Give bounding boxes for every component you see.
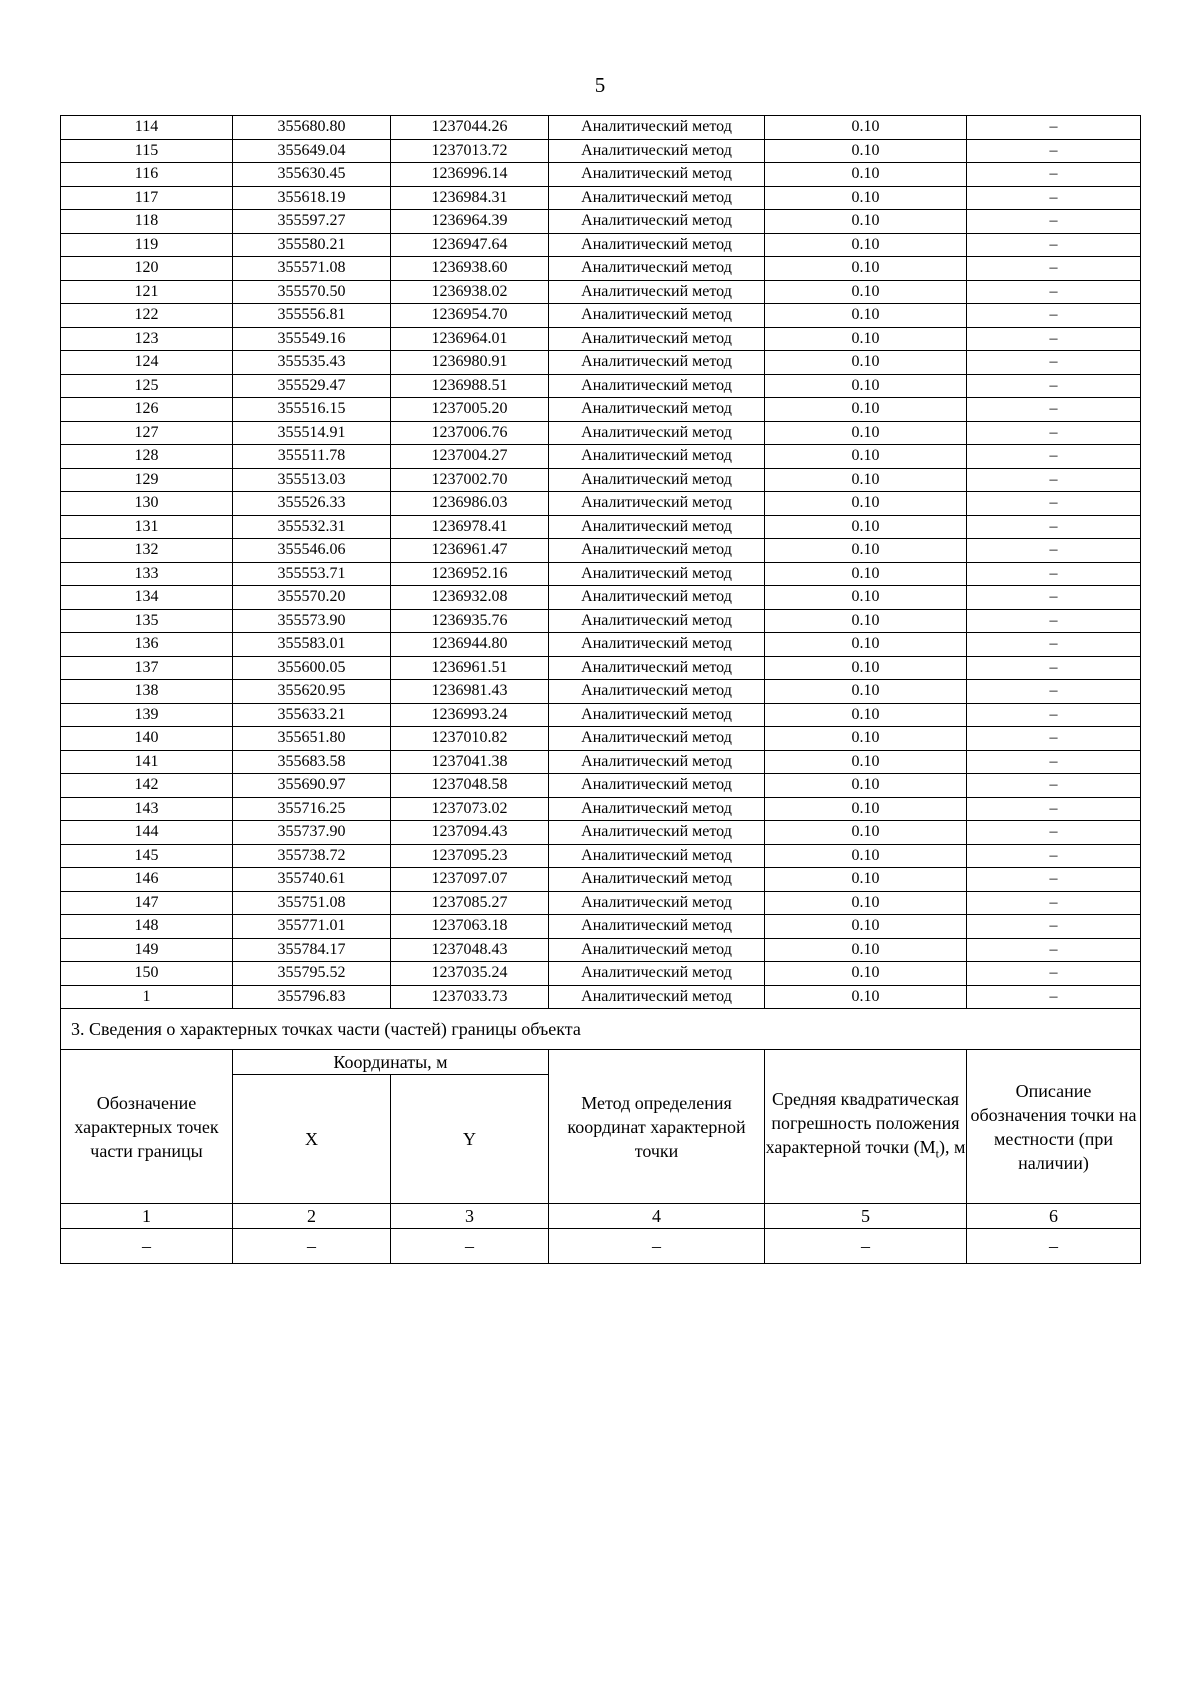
point-id-cell: 118 — [61, 210, 233, 234]
error-cell: 0.10 — [765, 280, 967, 304]
method-cell: Аналитический метод — [549, 680, 765, 704]
table-row — [61, 445, 1141, 469]
y-coord-cell: 1237006.76 — [391, 421, 549, 445]
y-coord-cell: 1237044.26 — [391, 116, 549, 140]
x-coord-cell: 355795.52 — [233, 962, 391, 986]
table-row — [61, 962, 1141, 986]
x-coord-cell: 355633.21 — [233, 703, 391, 727]
description-cell: – — [967, 680, 1141, 704]
y-coord-cell: 1236981.43 — [391, 680, 549, 704]
point-id-cell: 137 — [61, 656, 233, 680]
table-row — [61, 139, 1141, 163]
error-cell: 0.10 — [765, 327, 967, 351]
error-cell: 0.10 — [765, 985, 967, 1009]
x-coord-cell: 355511.78 — [233, 445, 391, 469]
y-coord-cell: 1236964.01 — [391, 327, 549, 351]
page-number: 5 — [594, 73, 606, 97]
method-cell: Аналитический метод — [549, 398, 765, 422]
x-coord-cell: 355583.01 — [233, 633, 391, 657]
description-cell: – — [967, 562, 1141, 586]
description-cell: – — [967, 844, 1141, 868]
y-coord-cell: 1237033.73 — [391, 985, 549, 1009]
x-coord-cell: 355597.27 — [233, 210, 391, 234]
point-id-cell: 129 — [61, 468, 233, 492]
table-row — [61, 703, 1141, 727]
table-row — [61, 821, 1141, 845]
boundary-points-table — [60, 115, 1141, 1264]
error-cell: 0.10 — [765, 374, 967, 398]
column-numbers-row — [61, 1204, 1141, 1229]
point-id-cell: 116 — [61, 163, 233, 187]
error-cell: 0.10 — [765, 210, 967, 234]
description-cell: – — [967, 656, 1141, 680]
error-cell: 0.10 — [765, 703, 967, 727]
table-row — [61, 727, 1141, 751]
y-coord-cell: 1236993.24 — [391, 703, 549, 727]
x-coord-cell: 355529.47 — [233, 374, 391, 398]
y-coord-cell: 1237085.27 — [391, 891, 549, 915]
point-id-cell: 132 — [61, 539, 233, 563]
method-cell: Аналитический метод — [549, 280, 765, 304]
error-cell: 0.10 — [765, 421, 967, 445]
error-cell: 0.10 — [765, 186, 967, 210]
method-cell: Аналитический метод — [549, 562, 765, 586]
description-cell: – — [967, 327, 1141, 351]
point-id-cell: 135 — [61, 609, 233, 633]
table-row — [61, 468, 1141, 492]
description-cell: – — [967, 586, 1141, 610]
y-coord-cell: 1236938.60 — [391, 257, 549, 281]
point-id-cell: 127 — [61, 421, 233, 445]
empty-cell: – — [391, 1229, 549, 1264]
method-cell: Аналитический метод — [549, 492, 765, 516]
error-cell: 0.10 — [765, 163, 967, 187]
table-row — [61, 421, 1141, 445]
x-coord-cell: 355573.90 — [233, 609, 391, 633]
empty-cell: – — [967, 1229, 1141, 1264]
x-coord-cell: 355516.15 — [233, 398, 391, 422]
description-cell: – — [967, 163, 1141, 187]
point-id-cell: 121 — [61, 280, 233, 304]
method-cell: Аналитический метод — [549, 656, 765, 680]
error-cell: 0.10 — [765, 844, 967, 868]
y-coord-cell: 1237005.20 — [391, 398, 549, 422]
x-coord-cell: 355740.61 — [233, 868, 391, 892]
point-id-cell: 147 — [61, 891, 233, 915]
method-cell: Аналитический метод — [549, 586, 765, 610]
header-error-text: Средняя квадратическая погрешность положения характерной точки (M — [765, 1089, 960, 1158]
x-coord-cell: 355556.81 — [233, 304, 391, 328]
error-cell: 0.10 — [765, 750, 967, 774]
error-cell: 0.10 — [765, 868, 967, 892]
error-cell: 0.10 — [765, 515, 967, 539]
y-coord-cell: 1237048.58 — [391, 774, 549, 798]
method-cell: Аналитический метод — [549, 985, 765, 1009]
method-cell: Аналитический метод — [549, 844, 765, 868]
empty-cell: – — [61, 1229, 233, 1264]
table-row — [61, 186, 1141, 210]
method-cell: Аналитический метод — [549, 821, 765, 845]
y-coord-cell: 1237041.38 — [391, 750, 549, 774]
method-cell: Аналитический метод — [549, 116, 765, 140]
table-row — [61, 210, 1141, 234]
error-cell: 0.10 — [765, 938, 967, 962]
x-coord-cell: 355553.71 — [233, 562, 391, 586]
table-row — [61, 774, 1141, 798]
table-row — [61, 938, 1141, 962]
method-cell: Аналитический метод — [549, 186, 765, 210]
description-cell: – — [967, 727, 1141, 751]
error-cell: 0.10 — [765, 468, 967, 492]
error-cell: 0.10 — [765, 821, 967, 845]
x-coord-cell: 355513.03 — [233, 468, 391, 492]
method-cell: Аналитический метод — [549, 210, 765, 234]
y-coord-cell: 1237048.43 — [391, 938, 549, 962]
x-coord-cell: 355570.20 — [233, 586, 391, 610]
point-id-cell: 145 — [61, 844, 233, 868]
description-cell: – — [967, 233, 1141, 257]
y-coord-cell: 1236984.31 — [391, 186, 549, 210]
method-cell: Аналитический метод — [549, 139, 765, 163]
x-coord-cell: 355796.83 — [233, 985, 391, 1009]
description-cell: – — [967, 515, 1141, 539]
y-coord-cell: 1236935.76 — [391, 609, 549, 633]
table-row — [61, 797, 1141, 821]
description-cell: – — [967, 938, 1141, 962]
table-row — [61, 515, 1141, 539]
method-cell: Аналитический метод — [549, 868, 765, 892]
table-row — [61, 609, 1141, 633]
method-cell: Аналитический метод — [549, 609, 765, 633]
table-row — [61, 398, 1141, 422]
x-coord-cell: 355571.08 — [233, 257, 391, 281]
header-point-label: Обозначение характерных точек части границы — [61, 1050, 233, 1204]
x-coord-cell: 355620.95 — [233, 680, 391, 704]
error-cell: 0.10 — [765, 139, 967, 163]
point-id-cell: 115 — [61, 139, 233, 163]
y-coord-cell: 1237002.70 — [391, 468, 549, 492]
x-coord-cell: 355751.08 — [233, 891, 391, 915]
point-id-cell: 136 — [61, 633, 233, 657]
table-row — [61, 280, 1141, 304]
y-coord-cell: 1236980.91 — [391, 351, 549, 375]
method-cell: Аналитический метод — [549, 703, 765, 727]
y-coord-cell: 1236938.02 — [391, 280, 549, 304]
point-id-cell: 139 — [61, 703, 233, 727]
point-id-cell: 133 — [61, 562, 233, 586]
x-coord-cell: 355535.43 — [233, 351, 391, 375]
error-cell: 0.10 — [765, 797, 967, 821]
error-cell: 0.10 — [765, 656, 967, 680]
y-coord-cell: 1236986.03 — [391, 492, 549, 516]
y-coord-cell: 1236988.51 — [391, 374, 549, 398]
method-cell: Аналитический метод — [549, 938, 765, 962]
x-coord-cell: 355771.01 — [233, 915, 391, 939]
section-3-title: 3. Сведения о характерных точках части (частей) границы объекта — [61, 1009, 1141, 1050]
x-coord-cell: 355600.05 — [233, 656, 391, 680]
method-cell: Аналитический метод — [549, 962, 765, 986]
description-cell: – — [967, 139, 1141, 163]
method-cell: Аналитический метод — [549, 797, 765, 821]
header-description-label: Описание обозначения точки на местности (при наличии) — [967, 1050, 1141, 1204]
description-cell: – — [967, 257, 1141, 281]
y-coord-cell: 1236964.39 — [391, 210, 549, 234]
point-id-cell: 150 — [61, 962, 233, 986]
description-cell: – — [967, 468, 1141, 492]
point-id-cell: 124 — [61, 351, 233, 375]
method-cell: Аналитический метод — [549, 633, 765, 657]
y-coord-cell: 1236944.80 — [391, 633, 549, 657]
description-cell: – — [967, 210, 1141, 234]
method-cell: Аналитический метод — [549, 750, 765, 774]
table-row — [61, 868, 1141, 892]
x-coord-cell: 355580.21 — [233, 233, 391, 257]
y-coord-cell: 1237013.72 — [391, 139, 549, 163]
description-cell: – — [967, 915, 1141, 939]
description-cell: – — [967, 304, 1141, 328]
y-coord-cell: 1237010.82 — [391, 727, 549, 751]
empty-row — [61, 1229, 1141, 1264]
error-cell: 0.10 — [765, 962, 967, 986]
point-id-cell: 134 — [61, 586, 233, 610]
table-row — [61, 257, 1141, 281]
y-coord-cell: 1237095.23 — [391, 844, 549, 868]
table-row — [61, 304, 1141, 328]
x-coord-cell: 355680.80 — [233, 116, 391, 140]
method-cell: Аналитический метод — [549, 774, 765, 798]
method-cell: Аналитический метод — [549, 727, 765, 751]
point-id-cell: 144 — [61, 821, 233, 845]
method-cell: Аналитический метод — [549, 163, 765, 187]
table-row — [61, 680, 1141, 704]
column-number: 6 — [967, 1204, 1141, 1229]
error-cell: 0.10 — [765, 233, 967, 257]
description-cell: – — [967, 116, 1141, 140]
header-coords-label: Координаты, м — [233, 1050, 549, 1075]
x-coord-cell: 355649.04 — [233, 139, 391, 163]
header-x-label: X — [233, 1075, 391, 1204]
point-id-cell: 148 — [61, 915, 233, 939]
method-cell: Аналитический метод — [549, 257, 765, 281]
column-number: 4 — [549, 1204, 765, 1229]
x-coord-cell: 355737.90 — [233, 821, 391, 845]
column-number: 2 — [233, 1204, 391, 1229]
description-cell: – — [967, 421, 1141, 445]
method-cell: Аналитический метод — [549, 468, 765, 492]
table-row — [61, 844, 1141, 868]
x-coord-cell: 355514.91 — [233, 421, 391, 445]
point-id-cell: 149 — [61, 938, 233, 962]
error-cell: 0.10 — [765, 304, 967, 328]
description-cell: – — [967, 351, 1141, 375]
description-cell: – — [967, 750, 1141, 774]
table-row — [61, 539, 1141, 563]
empty-cell: – — [549, 1229, 765, 1264]
point-id-cell: 146 — [61, 868, 233, 892]
error-cell: 0.10 — [765, 492, 967, 516]
column-number: 5 — [765, 1204, 967, 1229]
error-cell: 0.10 — [765, 633, 967, 657]
description-cell: – — [967, 492, 1141, 516]
x-coord-cell: 355784.17 — [233, 938, 391, 962]
table-row — [61, 562, 1141, 586]
method-cell: Аналитический метод — [549, 374, 765, 398]
table-row — [61, 163, 1141, 187]
error-cell: 0.10 — [765, 445, 967, 469]
description-cell: – — [967, 891, 1141, 915]
table-row — [61, 915, 1141, 939]
column-number: 3 — [391, 1204, 549, 1229]
point-id-cell: 141 — [61, 750, 233, 774]
y-coord-cell: 1236961.47 — [391, 539, 549, 563]
y-coord-cell: 1236961.51 — [391, 656, 549, 680]
y-coord-cell: 1236996.14 — [391, 163, 549, 187]
method-cell: Аналитический метод — [549, 539, 765, 563]
method-cell: Аналитический метод — [549, 327, 765, 351]
error-cell: 0.10 — [765, 727, 967, 751]
description-cell: – — [967, 821, 1141, 845]
point-id-cell: 131 — [61, 515, 233, 539]
description-cell: – — [967, 797, 1141, 821]
table-row — [61, 327, 1141, 351]
method-cell: Аналитический метод — [549, 233, 765, 257]
method-cell: Аналитический метод — [549, 304, 765, 328]
description-cell: – — [967, 609, 1141, 633]
x-coord-cell: 355618.19 — [233, 186, 391, 210]
description-cell: – — [967, 539, 1141, 563]
table-row — [61, 985, 1141, 1009]
x-coord-cell: 355738.72 — [233, 844, 391, 868]
method-cell: Аналитический метод — [549, 445, 765, 469]
point-id-cell: 117 — [61, 186, 233, 210]
table-row — [61, 351, 1141, 375]
point-id-cell: 143 — [61, 797, 233, 821]
table-row — [61, 374, 1141, 398]
table-row — [61, 891, 1141, 915]
x-coord-cell: 355683.58 — [233, 750, 391, 774]
header-method-label: Метод определения координат характерной точки — [549, 1050, 765, 1204]
method-cell: Аналитический метод — [549, 915, 765, 939]
description-cell: – — [967, 445, 1141, 469]
description-cell: – — [967, 280, 1141, 304]
description-cell: – — [967, 703, 1141, 727]
y-coord-cell: 1236978.41 — [391, 515, 549, 539]
error-cell: 0.10 — [765, 680, 967, 704]
y-coord-cell: 1237094.43 — [391, 821, 549, 845]
header-error-unit: ), м — [938, 1137, 966, 1158]
point-id-cell: 1 — [61, 985, 233, 1009]
section-3-header-row — [61, 1050, 1141, 1075]
y-coord-cell: 1237004.27 — [391, 445, 549, 469]
y-coord-cell: 1237073.02 — [391, 797, 549, 821]
point-id-cell: 125 — [61, 374, 233, 398]
y-coord-cell: 1237035.24 — [391, 962, 549, 986]
y-coord-cell: 1237063.18 — [391, 915, 549, 939]
description-cell: – — [967, 868, 1141, 892]
description-cell: – — [967, 374, 1141, 398]
point-id-cell: 142 — [61, 774, 233, 798]
description-cell: – — [967, 985, 1141, 1009]
x-coord-cell: 355651.80 — [233, 727, 391, 751]
x-coord-cell: 355570.50 — [233, 280, 391, 304]
error-cell: 0.10 — [765, 562, 967, 586]
table-row — [61, 492, 1141, 516]
method-cell: Аналитический метод — [549, 351, 765, 375]
error-cell: 0.10 — [765, 586, 967, 610]
empty-cell: – — [233, 1229, 391, 1264]
y-coord-cell: 1237097.07 — [391, 868, 549, 892]
point-id-cell: 126 — [61, 398, 233, 422]
x-coord-cell: 355690.97 — [233, 774, 391, 798]
description-cell: – — [967, 962, 1141, 986]
header-error-label — [765, 1050, 967, 1204]
table-row — [61, 750, 1141, 774]
point-id-cell: 130 — [61, 492, 233, 516]
error-cell: 0.10 — [765, 609, 967, 633]
y-coord-cell: 1236947.64 — [391, 233, 549, 257]
error-cell: 0.10 — [765, 539, 967, 563]
method-cell: Аналитический метод — [549, 421, 765, 445]
error-cell: 0.10 — [765, 915, 967, 939]
column-number: 1 — [61, 1204, 233, 1229]
table-row — [61, 633, 1141, 657]
x-coord-cell: 355546.06 — [233, 539, 391, 563]
section-3-title-row — [61, 1009, 1141, 1050]
error-cell: 0.10 — [765, 774, 967, 798]
point-id-cell: 138 — [61, 680, 233, 704]
description-cell: – — [967, 633, 1141, 657]
point-id-cell: 114 — [61, 116, 233, 140]
description-cell: – — [967, 186, 1141, 210]
description-cell: – — [967, 398, 1141, 422]
error-cell: 0.10 — [765, 891, 967, 915]
error-cell: 0.10 — [765, 257, 967, 281]
method-cell: Аналитический метод — [549, 891, 765, 915]
header-y-label: Y — [391, 1075, 549, 1204]
table-row — [61, 656, 1141, 680]
table-row — [61, 233, 1141, 257]
error-cell: 0.10 — [765, 351, 967, 375]
x-coord-cell: 355526.33 — [233, 492, 391, 516]
header-error-sub: t — [935, 1146, 939, 1161]
error-cell: 0.10 — [765, 116, 967, 140]
point-id-cell: 123 — [61, 327, 233, 351]
point-id-cell: 140 — [61, 727, 233, 751]
table-row — [61, 116, 1141, 140]
x-coord-cell: 355549.16 — [233, 327, 391, 351]
method-cell: Аналитический метод — [549, 515, 765, 539]
point-id-cell: 122 — [61, 304, 233, 328]
x-coord-cell: 355630.45 — [233, 163, 391, 187]
point-id-cell: 119 — [61, 233, 233, 257]
point-id-cell: 120 — [61, 257, 233, 281]
description-cell: – — [967, 774, 1141, 798]
table-row — [61, 586, 1141, 610]
empty-cell: – — [765, 1229, 967, 1264]
y-coord-cell: 1236932.08 — [391, 586, 549, 610]
error-cell: 0.10 — [765, 398, 967, 422]
point-id-cell: 128 — [61, 445, 233, 469]
y-coord-cell: 1236952.16 — [391, 562, 549, 586]
x-coord-cell: 355532.31 — [233, 515, 391, 539]
y-coord-cell: 1236954.70 — [391, 304, 549, 328]
x-coord-cell: 355716.25 — [233, 797, 391, 821]
data-rows — [61, 116, 1141, 1009]
